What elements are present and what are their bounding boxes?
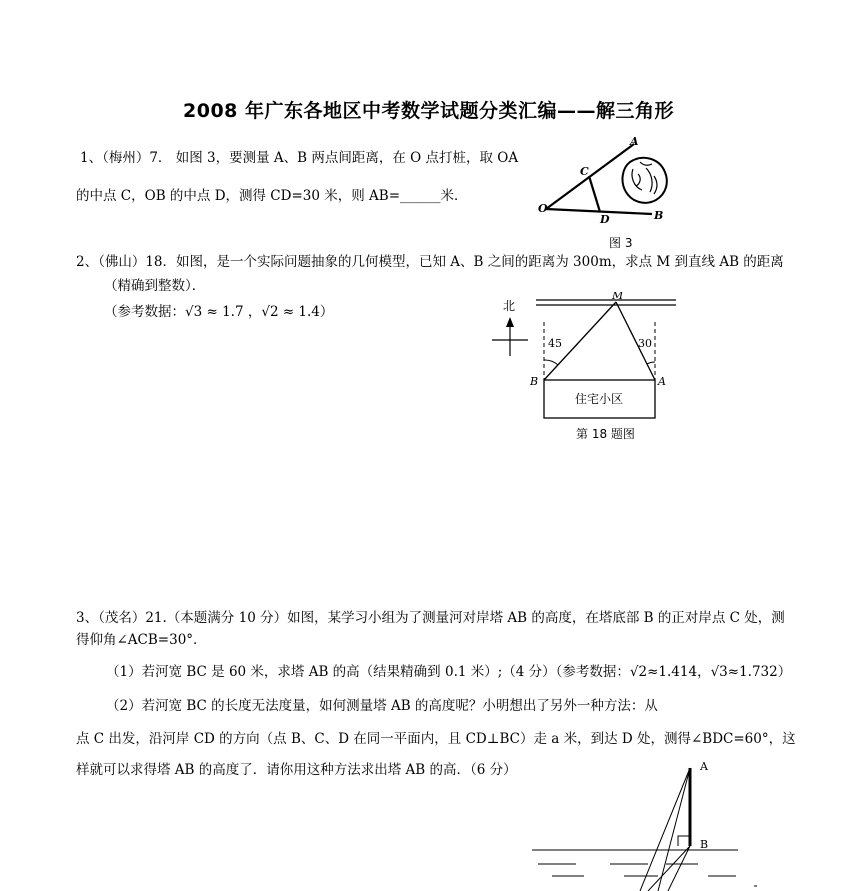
label-a: A: [658, 375, 666, 388]
label-c: C: [580, 165, 589, 178]
q1-text-line2: 的中点 C，OB 的中点 D，测得 CD=30 米，则 AB=______米．: [76, 188, 468, 204]
q1-figure: [530, 132, 680, 232]
residential-label: 住宅小区: [574, 392, 624, 406]
q2-figure-caption: 第 18 题图: [576, 427, 635, 441]
angle-arc-b: [544, 360, 558, 365]
line-bd: [668, 846, 690, 891]
segment-cd: [589, 176, 600, 212]
q2-text-line1: 2、（佛山）18．如图，是一个实际问题抽象的几何模型，已知 A、B 之间的距离为 300m，求点 M 到直线 AB 的距离: [76, 254, 784, 270]
q1-text-line1: 1、（梅州）7． 如图 3，要测量 A、B 两点间距离，在 O 点打桩，取 OA: [80, 150, 519, 166]
q3-text-line6: 样就可以求得塔 AB 的高度了．请你用这种方法求出塔 AB 的高．（6 分）: [76, 762, 517, 778]
q3-text-line1: 3、（茂名）21.（本题满分 10 分）如图，某学习小组为了测量河对岸塔 AB 的高度，在塔底部 B 的正对岸点 C 处，测: [76, 610, 785, 626]
label-b: B: [530, 375, 539, 388]
q2-figure: [488, 292, 688, 422]
q2-text-line3: （参考数据：√3 ≈ 1.7 ，√2 ≈ 1.4）: [104, 304, 334, 320]
q3-figure: [528, 756, 757, 891]
angle-arc-a: [647, 362, 655, 364]
q1-figure-caption: 图 3: [609, 236, 633, 250]
page-title: 2008 年广东各地区中考数学试题分类汇编——解三角形: [183, 100, 674, 122]
label-d: D: [600, 213, 610, 226]
q3-text-line2: 得仰角∠ACB=30°．: [76, 632, 207, 648]
right-angle-mark: [678, 836, 690, 846]
angle-label-30: 30: [638, 337, 652, 350]
q3-text-line5: 点 C 出发，沿河岸 CD 的方向（点 B、C、D 在同一平面内，且 CD⊥BC）走 a 米，到达 D 处，测得∠BDC=60°，这: [76, 731, 796, 747]
label-a: A: [700, 760, 708, 773]
label-north: 北: [503, 299, 516, 313]
q2-text-line2: （精确到整数）．: [104, 278, 206, 294]
line-ad: [658, 768, 690, 891]
label-a: A: [630, 135, 639, 148]
label-b: B: [654, 209, 664, 222]
label-o: O: [538, 202, 548, 215]
north-arrow-icon: [506, 317, 514, 327]
label-m: M: [612, 292, 624, 302]
q3-part1: （1）若河宽 BC 是 60 米，求塔 AB 的高（结果精确到 0.1 米）;（4 分）（参考数据：√2≈1.414，√3≈1.732）: [106, 664, 792, 680]
line-bc: [648, 846, 690, 891]
angle-label-45: 45: [548, 337, 562, 350]
label-b: B: [700, 838, 709, 851]
q3-part2: （2）若河宽 BC 的长度无法度量，如何测量塔 AB 的高度呢？小明想出了另外一种方法：从: [106, 698, 658, 714]
